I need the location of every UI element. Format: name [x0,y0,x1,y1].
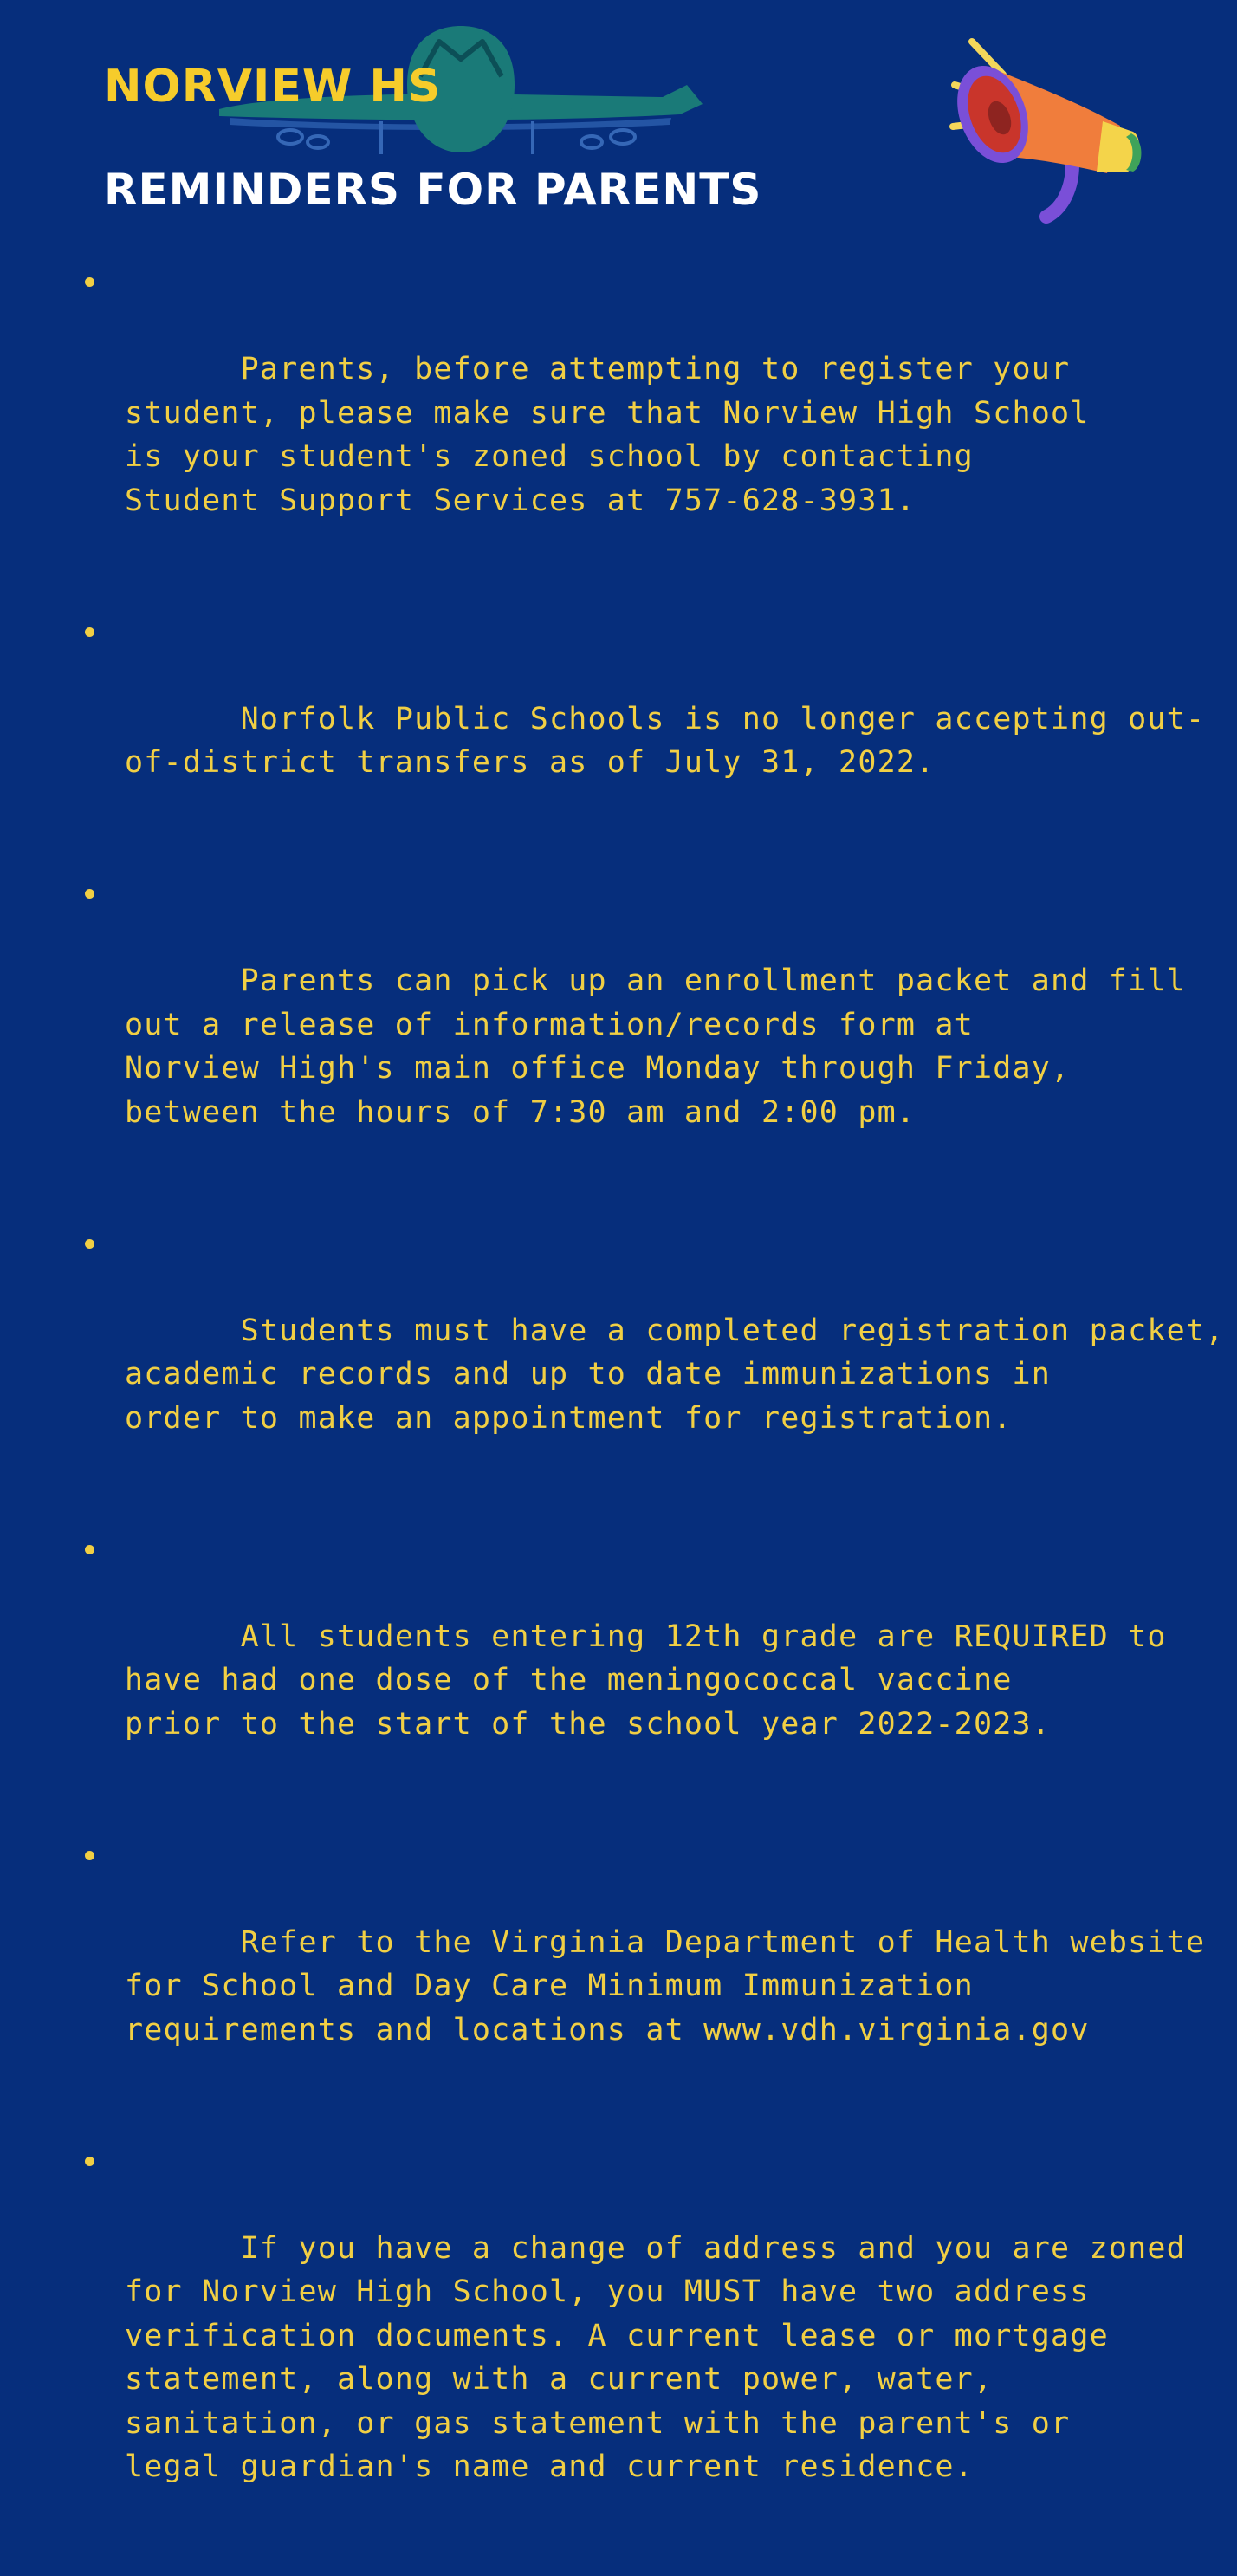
bullet-icon [85,889,94,899]
reminder-item [83,260,1175,567]
bullet-icon [85,1545,94,1554]
reminder-text: Norfolk Public Schools is no longer accepting out- of-district transfers as of July 31, 2022. [125,701,1206,780]
reminder-item [83,1833,1206,2096]
reminder-text: Students must have a completed registration packet, academic records and up to date immunizations in order to make an appointment for registration. [125,1313,1225,1436]
reminder-list [83,260,1225,2576]
bullet-icon [85,627,94,637]
reminder-text: Refer to the Virginia Department of Health website for School and Day Care Minimum Immunization requirements and locations at www.vdh.virginia.gov [125,1924,1206,2047]
reminder-item [83,872,1186,1178]
reminder-item [83,1222,1225,1484]
page-title: REMINDERS FOR PARENTS [104,165,762,215]
bullet-icon [85,1851,94,1860]
school-name: NORVIEW HS [104,61,442,113]
bullet-icon [85,1239,94,1249]
megaphone-icon [942,35,1150,234]
reminder-text: Parents, before attempting to register your student, please make sure that Norview High School is your student's zoned school by contacting Student Support Services at 757-628-3931. [125,352,1090,518]
reminder-text: If you have a change of address and you are zoned for Norview High School, you MUST have two address verification documents. A current lease or mortgage statement, along with a current power, water, sanitation, or gas statement with the parent's or legal guardian's name and current residence. [125,2230,1186,2484]
bullet-icon [85,2157,94,2166]
reminder-text: Parents can pick up an enrollment packet and fill out a release of information/records form at Norview High's main office Monday through Friday, between the hours of 7:30 am and 2:00 pm. [125,964,1186,1130]
reminder-item [83,2139,1186,2534]
reminder-item [83,1528,1175,1790]
reminder-text: All students entering 12th grade are REQUIRED to have had one dose of the meningococcal vaccine prior to the start of the school year 2022-2023. [125,1619,1167,1742]
bullet-icon [85,277,94,287]
reminder-item [83,610,1206,829]
